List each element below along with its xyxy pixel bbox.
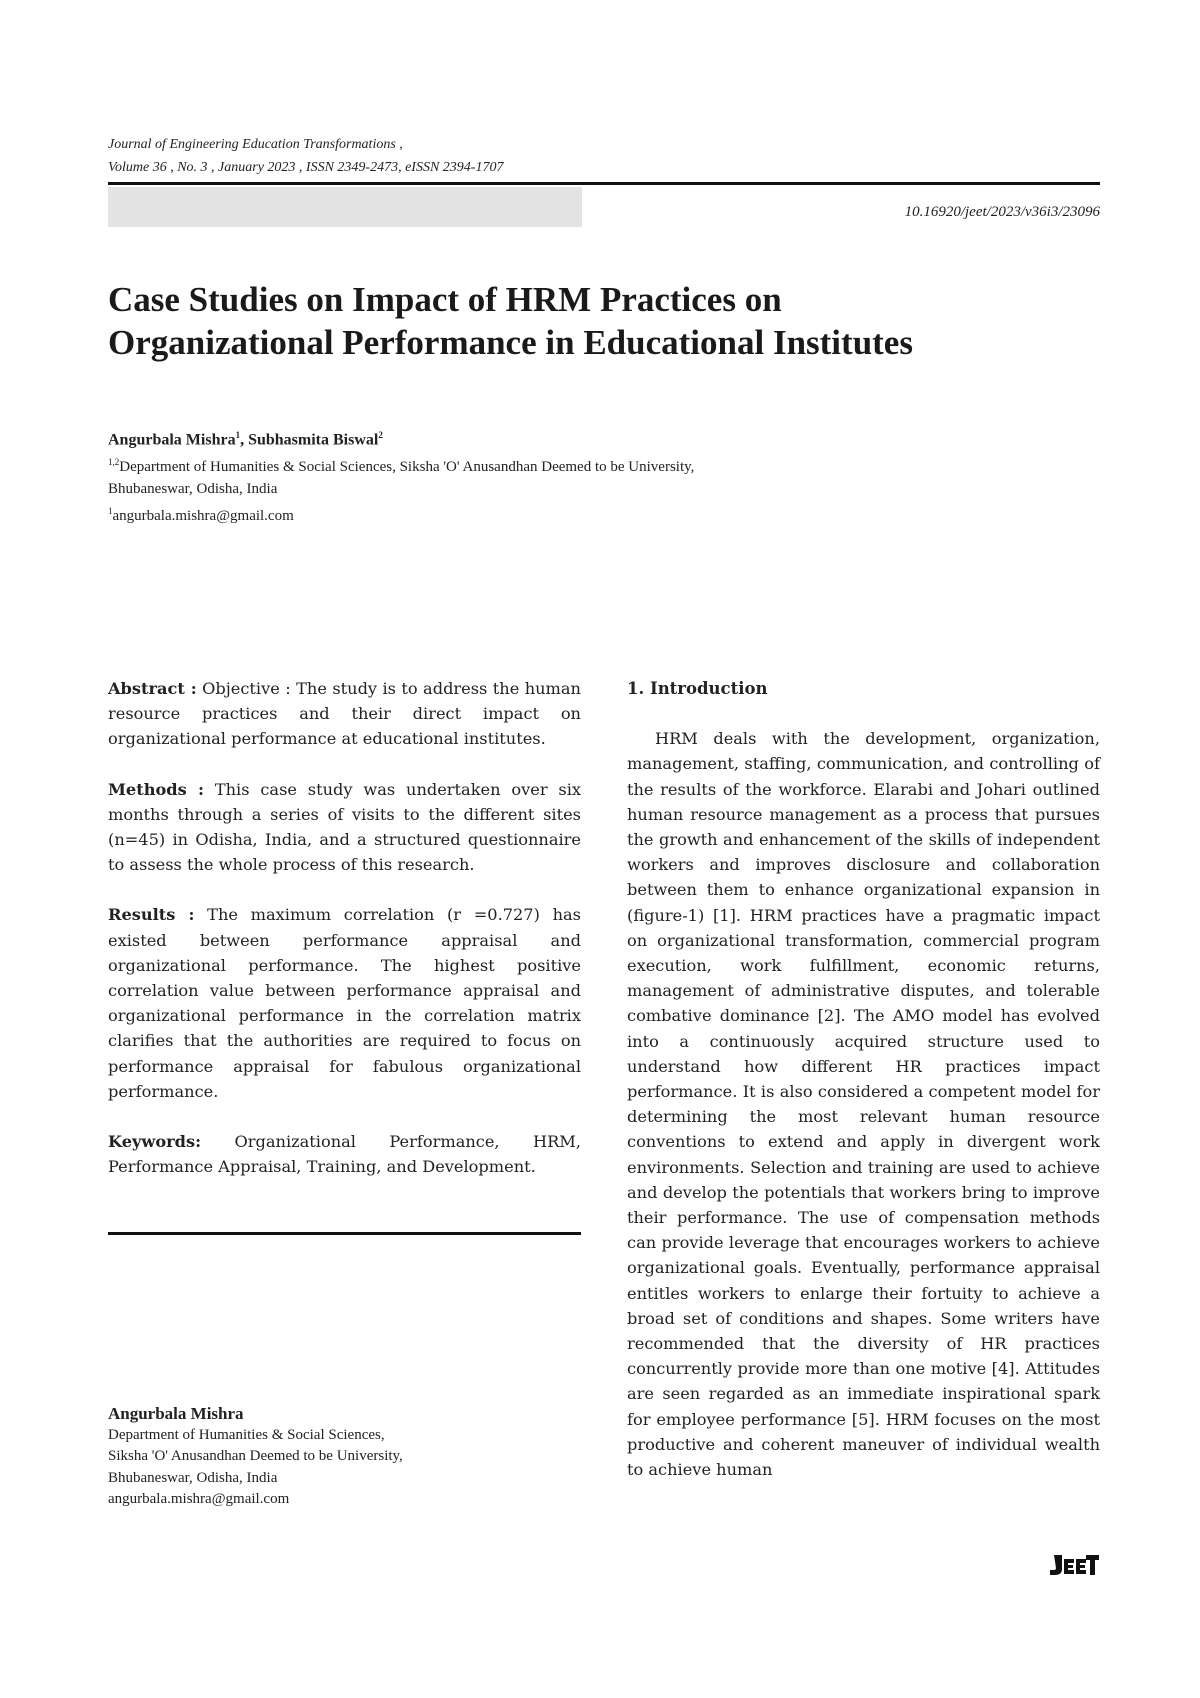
doi-link[interactable]: 10.16920/jeet/2023/v36i3/23096 bbox=[904, 204, 1100, 220]
methods-label: Methods : bbox=[108, 779, 204, 799]
introduction-paragraph: HRM deals with the development, organization, management, staffing, communication, and controlling of the results of the workforce. Elarabi and Johari outlined human resource management as a process that pursues the growth and enhancement of the skills of independent workers and improves disclosure and collaboration between them to enhance organizational expansion in (figure-1) [1]. HRM practices have a pragmatic impact on organizational transformation, commercial program execution, work fulfillment, economic returns, management of administrative disputes, and tolerable combative dominance [2]. The AMO model has evolved into a continuously acquired structure used to understand how different HR practices impact performance. It is also considered a competent model for determining the most relevant human resource conventions to extend and apply in divergent work environments. Selection and training are used to achieve and develop the potentials that workers bring to improve their performance. The use of compensation methods can provide leverage that encourages workers to achieve organizational goals. Eventually, performance appraisal entitles workers to enlarge their fortuity to achieve a broad set of conditions and shapes. Some writers have recommended that the diversity of HR practices concurrently provide more than one motive [4]. Attitudes are seen regarded as an immediate inspirational spark for employee performance [5]. HRM focuses on the most productive and coherent maneuver of individual wealth to achieve human bbox=[627, 729, 1100, 1480]
paper-title bbox=[108, 278, 1008, 364]
abstract-column bbox=[108, 676, 581, 1204]
affiliation-line-1: $^{1,2}$Department of Humanities & Social Sciences, Siksha 'O' Anusandhan Deemed to be University, bbox=[108, 457, 695, 476]
keywords-paragraph bbox=[108, 1129, 581, 1179]
author-1-sup: 1 bbox=[235, 430, 241, 440]
correspondence-line-2: Siksha 'O' Anusandhan Deemed to be University, bbox=[108, 1448, 403, 1464]
results-paragraph bbox=[108, 902, 581, 1104]
journal-name: Journal of Engineering Education Transformations , bbox=[108, 137, 403, 152]
email-sup: 1 bbox=[108, 506, 113, 517]
title-line-2: Organizational Performance in Educational Institutes bbox=[108, 323, 913, 362]
results-text: The maximum correlation (r =0.727) has existed between performance appraisal and organizational performance. The highest positive correlation value between performance appraisal and organizational performance in the correlation matrix clarifies that the authorities are required to focus on performance appraisal for fabulous organizational performance. bbox=[108, 905, 581, 1101]
affiliation-line-2: Bhubaneswar, Odisha, India bbox=[108, 481, 278, 498]
author-2: Subhasmita Biswal bbox=[248, 431, 379, 449]
abstract-label: Abstract : bbox=[108, 679, 197, 698]
affiliation-sup: 1,2 bbox=[108, 457, 120, 468]
journal-volume-info: Volume 36 , No. 3 , January 2023 , ISSN 2349-2473, eISSN 2394-1707 bbox=[108, 160, 504, 175]
author-block bbox=[108, 424, 1008, 527]
methods-paragraph bbox=[108, 777, 581, 878]
correspondence-line-3: Bhubaneswar, Odisha, India bbox=[108, 1469, 278, 1486]
correspondence-line-1: Department of Humanities & Social Sciences, bbox=[108, 1426, 385, 1443]
introduction-heading: 1. Introduction bbox=[627, 679, 768, 698]
author-names bbox=[108, 424, 1008, 451]
author-separator: , bbox=[240, 431, 249, 449]
header-rule bbox=[108, 182, 1100, 185]
header-gray-bar bbox=[108, 187, 582, 227]
journal-header bbox=[108, 133, 1100, 179]
methods-text: This case study was undertaken over six months through a series of visits to the different sites (n=45) in Odisha, India, and a structured questionnaire to assess the whole process of this research. bbox=[108, 779, 581, 875]
author-1: Angurbala Mishra bbox=[108, 431, 236, 449]
correspondence-email[interactable]: angurbala.mishra@gmail.com bbox=[108, 1491, 290, 1507]
correspondence-name: Angurbala Mishra bbox=[108, 1404, 244, 1423]
jeet-logo bbox=[1048, 1551, 1100, 1579]
introduction-column bbox=[627, 676, 1100, 1482]
title-line-1: Case Studies on Impact of HRM Practices on bbox=[108, 280, 782, 319]
author-2-sup: 2 bbox=[378, 430, 383, 440]
keywords-label: Keywords: bbox=[108, 1132, 202, 1152]
abstract-paragraph bbox=[108, 676, 581, 752]
abstract-rule bbox=[108, 1232, 581, 1235]
author-email[interactable]: $^1$angurbala.mishra@gmail.com bbox=[108, 506, 294, 525]
keywords-text: Organizational Performance, HRM, Performance Appraisal, Training, and Development. bbox=[108, 1132, 581, 1177]
abstract-text: Objective : The study is to address the human resource practices and their direct impact on organizational performance at educational institutes. bbox=[108, 679, 581, 749]
results-label: Results : bbox=[108, 905, 195, 925]
correspondence-block bbox=[108, 1403, 581, 1511]
